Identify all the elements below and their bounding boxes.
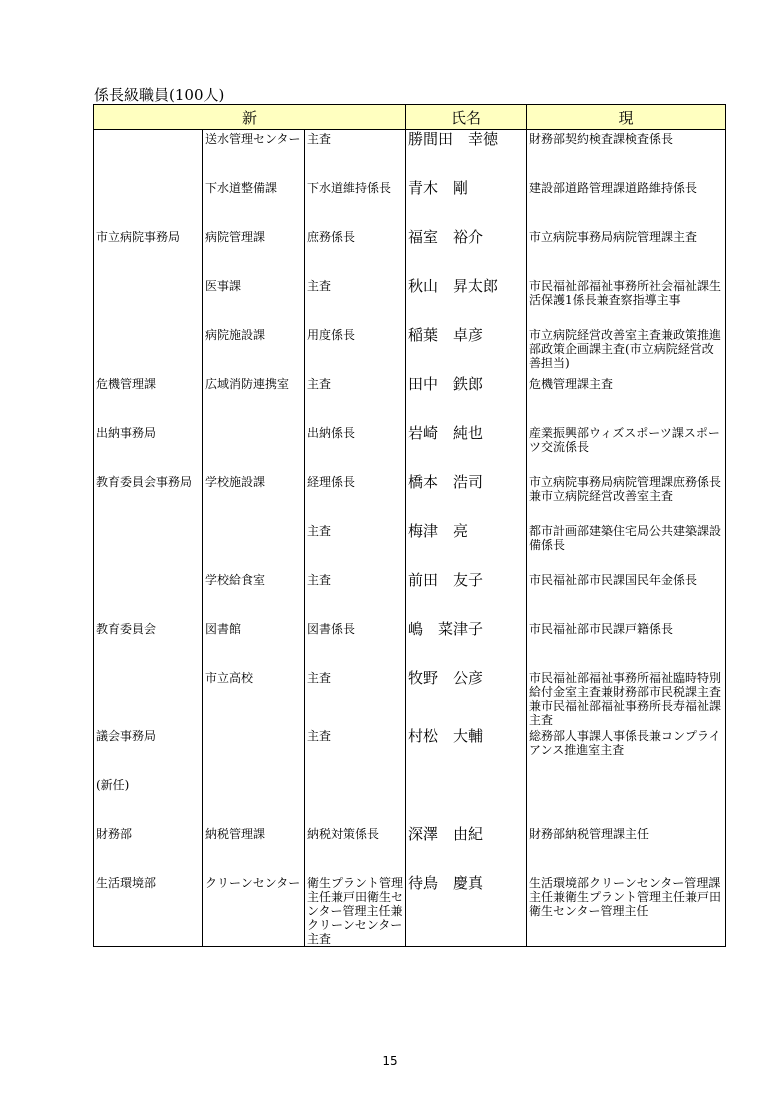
personnel-table bbox=[93, 104, 726, 947]
dept1-cell: 議会事務局 bbox=[94, 727, 203, 776]
table-row bbox=[94, 179, 726, 228]
table-row bbox=[94, 277, 726, 326]
dept2-cell: 納税管理課 bbox=[203, 825, 305, 874]
current-cell bbox=[527, 776, 726, 825]
table-row bbox=[94, 776, 726, 825]
dept1-cell bbox=[94, 571, 203, 620]
dept1-cell: 生活環境部 bbox=[94, 874, 203, 947]
table-row bbox=[94, 571, 726, 620]
name-cell: 福室 裕介 bbox=[406, 228, 527, 277]
post-cell: 主査 bbox=[305, 571, 406, 620]
dept1-cell: 財務部 bbox=[94, 825, 203, 874]
current-cell: 建設部道路管理課道路維持係長 bbox=[527, 179, 726, 228]
dept1-cell bbox=[94, 130, 203, 180]
dept2-cell: 市立高校 bbox=[203, 669, 305, 727]
dept2-cell: 図書館 bbox=[203, 620, 305, 669]
post-cell: 用度係長 bbox=[305, 326, 406, 375]
header-name: 氏名 bbox=[406, 105, 527, 130]
dept1-cell bbox=[94, 277, 203, 326]
dept1-cell: 危機管理課 bbox=[94, 375, 203, 424]
header-current: 現 bbox=[527, 105, 726, 130]
post-cell bbox=[305, 776, 406, 825]
name-cell: 秋山 昇太郎 bbox=[406, 277, 527, 326]
name-cell: 村松 大輔 bbox=[406, 727, 527, 776]
dept2-cell bbox=[203, 776, 305, 825]
post-cell: 主査 bbox=[305, 669, 406, 727]
current-cell: 都市計画部建築住宅局公共建築課設備係長 bbox=[527, 522, 726, 571]
section-title: 係長級職員(100人) bbox=[94, 86, 225, 104]
name-cell: 岩崎 純也 bbox=[406, 424, 527, 473]
name-cell: 深澤 由紀 bbox=[406, 825, 527, 874]
current-cell: 市民福祉部市民課国民年金係長 bbox=[527, 571, 726, 620]
dept1-cell: 教育委員会事務局 bbox=[94, 473, 203, 522]
dept2-cell: クリーンセンター bbox=[203, 874, 305, 947]
post-cell: 庶務係長 bbox=[305, 228, 406, 277]
dept1-cell bbox=[94, 669, 203, 727]
table-row bbox=[94, 130, 726, 180]
post-cell: 納税対策係長 bbox=[305, 825, 406, 874]
name-cell: 前田 友子 bbox=[406, 571, 527, 620]
table-row bbox=[94, 825, 726, 874]
table-header-row bbox=[94, 105, 726, 130]
current-cell: 市立病院事務局病院管理課主査 bbox=[527, 228, 726, 277]
dept2-cell: 広域消防連携室 bbox=[203, 375, 305, 424]
name-cell: 勝間田 幸徳 bbox=[406, 130, 527, 180]
post-cell: 図書係長 bbox=[305, 620, 406, 669]
current-cell: 市立病院事務局病院管理課庶務係長兼市立病院経営改善室主査 bbox=[527, 473, 726, 522]
post-cell: 主査 bbox=[305, 130, 406, 180]
dept2-cell bbox=[203, 424, 305, 473]
dept2-cell: 学校施設課 bbox=[203, 473, 305, 522]
table-row bbox=[94, 727, 726, 776]
post-cell: 経理係長 bbox=[305, 473, 406, 522]
dept2-cell: 送水管理センター bbox=[203, 130, 305, 180]
name-cell: 青木 剛 bbox=[406, 179, 527, 228]
post-cell: 下水道維持係長 bbox=[305, 179, 406, 228]
table-row bbox=[94, 620, 726, 669]
current-cell: 総務部人事課人事係長兼コンプライアンス推進室主査 bbox=[527, 727, 726, 776]
table-row bbox=[94, 326, 726, 375]
name-cell: 牧野 公彦 bbox=[406, 669, 527, 727]
dept2-cell bbox=[203, 727, 305, 776]
page-number: 15 bbox=[382, 1054, 398, 1068]
header-new: 新 bbox=[94, 105, 406, 130]
dept1-cell bbox=[94, 179, 203, 228]
current-cell: 危機管理課主査 bbox=[527, 375, 726, 424]
table-row bbox=[94, 228, 726, 277]
dept2-cell: 下水道整備課 bbox=[203, 179, 305, 228]
current-cell: 市民福祉部福祉事務所社会福祉課生活保護1係長兼査察指導主事 bbox=[527, 277, 726, 326]
dept1-cell: 出納事務局 bbox=[94, 424, 203, 473]
dept1-cell: 教育委員会 bbox=[94, 620, 203, 669]
current-cell: 市立病院経営改善室主査兼政策推進部政策企画課主査(市立病院経営改善担当) bbox=[527, 326, 726, 375]
table-row bbox=[94, 874, 726, 947]
table-row bbox=[94, 669, 726, 727]
name-cell: 待鳥 慶真 bbox=[406, 874, 527, 947]
post-cell: 主査 bbox=[305, 277, 406, 326]
table-row bbox=[94, 424, 726, 473]
table-row bbox=[94, 522, 726, 571]
post-cell: 衛生プラント管理主任兼戸田衛生センター管理主任兼クリーンセンター主査 bbox=[305, 874, 406, 947]
dept1-cell bbox=[94, 522, 203, 571]
name-cell: 稲葉 卓彦 bbox=[406, 326, 527, 375]
post-cell: 出納係長 bbox=[305, 424, 406, 473]
name-cell: 嶋 菜津子 bbox=[406, 620, 527, 669]
current-cell: 市民福祉部福祉事務所福祉臨時特別給付金室主査兼財務部市民税課主査兼市民福祉部福祉事務所長寿福祉課主査 bbox=[527, 669, 726, 727]
table-row bbox=[94, 375, 726, 424]
current-cell: 財務部契約検査課検査係長 bbox=[527, 130, 726, 180]
name-cell: 橋本 浩司 bbox=[406, 473, 527, 522]
dept1-cell: (新任) bbox=[94, 776, 203, 825]
dept1-cell: 市立病院事務局 bbox=[94, 228, 203, 277]
dept2-cell: 病院施設課 bbox=[203, 326, 305, 375]
name-cell: 梅津 亮 bbox=[406, 522, 527, 571]
dept2-cell: 医事課 bbox=[203, 277, 305, 326]
current-cell: 市民福祉部市民課戸籍係長 bbox=[527, 620, 726, 669]
current-cell: 財務部納税管理課主任 bbox=[527, 825, 726, 874]
post-cell: 主査 bbox=[305, 522, 406, 571]
current-cell: 産業振興部ウィズスポーツ課スポーツ交流係長 bbox=[527, 424, 726, 473]
table-row bbox=[94, 473, 726, 522]
name-cell: 田中 鉄郎 bbox=[406, 375, 527, 424]
dept2-cell bbox=[203, 522, 305, 571]
post-cell: 主査 bbox=[305, 727, 406, 776]
dept1-cell bbox=[94, 326, 203, 375]
name-cell bbox=[406, 776, 527, 825]
current-cell: 生活環境部クリーンセンター管理課主任兼衛生プラント管理主任兼戸田衛生センター管理主任 bbox=[527, 874, 726, 947]
post-cell: 主査 bbox=[305, 375, 406, 424]
dept2-cell: 学校給食室 bbox=[203, 571, 305, 620]
dept2-cell: 病院管理課 bbox=[203, 228, 305, 277]
